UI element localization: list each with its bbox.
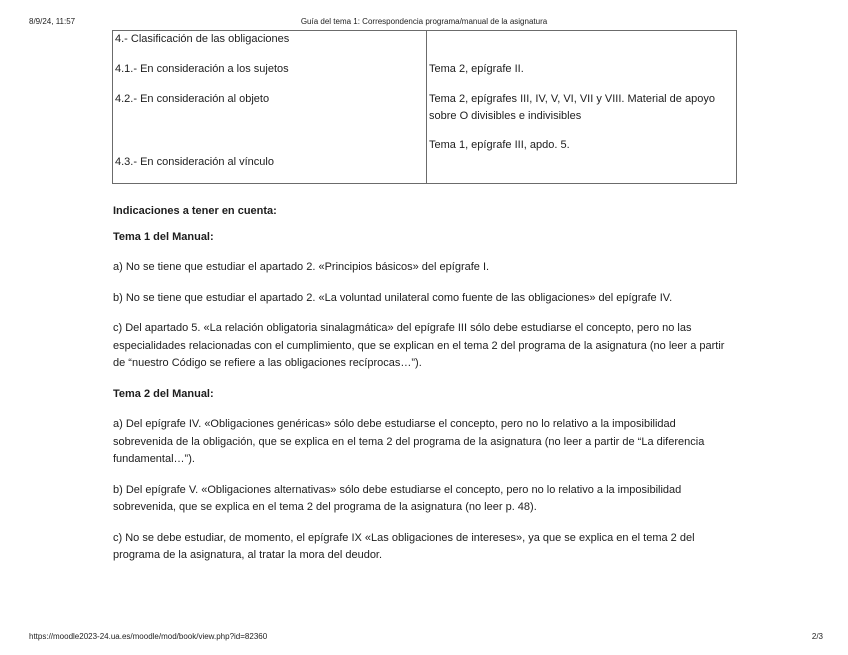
table-cell-program: 4.1.- En consideración a los sujetos xyxy=(113,61,427,91)
tema1-item-c: c) Del apartado 5. «La relación obligatoria sinalagmática» del epígrafe III sólo debe estudiarse el concepto, pero no las especialidades relacionadas con el cumplimiento, que se explican en el tema 2 del programa de la asignatura (no leer a partir de “nuestro Código se refiere a las obligaciones recíprocas…”). xyxy=(113,322,725,369)
tema1-heading: Tema 1 del Manual: xyxy=(113,230,214,243)
tema2-item-b: b) Del epígrafe V. «Obligaciones alternativas» sólo debe estudiarse el concepto, pero no lo relativo a la imposibilidad sobrevenida, que se explica en el tema 2 del programa de la asignatura (no leer p. 48). xyxy=(113,483,682,513)
print-url: https://moodle2023-24.ua.es/moodle/mod/book/view.php?id=82360 xyxy=(29,632,268,641)
tema2-heading: Tema 2 del Manual: xyxy=(113,387,214,400)
table-cell-program: 4.3.- En consideración al vínculo xyxy=(113,137,427,184)
tema1-item-b: b) No se tiene que estudiar el apartado 2. «La voluntad unilateral como fuente de las obligaciones» del epígrafe IV. xyxy=(113,291,673,304)
table-cell-manual xyxy=(427,31,737,62)
table-cell-manual: Tema 1, epígrafe III, apdo. 5. xyxy=(429,139,570,151)
print-page-title: Guía del tema 1: Correspondencia programa/manual de la asignatura xyxy=(300,17,548,26)
table-row xyxy=(113,137,737,184)
table-cell-program: 4.2.- En consideración al objeto xyxy=(113,91,427,137)
table-row xyxy=(113,31,737,62)
tema1-item-a: a) No se tiene que estudiar el apartado 2. «Principios básicos» del epígrafe I. xyxy=(113,261,490,273)
page-number: 2/3 xyxy=(811,632,823,641)
indicaciones-heading: Indicaciones a tener en cuenta: xyxy=(113,205,277,217)
table-cell-manual: Tema 2, epígrafes III, IV, V, VI, VII y VIII. Material de apoyo sobre O divisibles e indivisibles xyxy=(429,93,715,122)
tema2-item-a: a) Del epígrafe IV. «Obligaciones genéricas» sólo debe estudiarse el concepto, pero no lo relativo a la imposibilidad sobrevenida de la obligación, que se explica en el tema 2 del programa de la asignatura (no leer a partir de “La diferencia fundamental…”). xyxy=(113,418,705,465)
guide-content xyxy=(113,203,738,565)
table-cell-manual: Tema 2, epígrafe II. xyxy=(429,63,524,75)
correspondence-table xyxy=(112,30,737,184)
tema2-item-c: c) No se debe estudiar, de momento, el epígrafe IX «Las obligaciones de intereses», ya que se explica en el tema 2 del programa de la asignatura, al tratar la mora del deudor. xyxy=(113,531,695,561)
table-cell-program: 4.- Clasificación de las obligaciones xyxy=(113,31,427,62)
print-datetime: 8/9/24, 11:57 xyxy=(29,17,76,26)
table-row xyxy=(113,91,737,137)
table-row xyxy=(113,61,737,91)
